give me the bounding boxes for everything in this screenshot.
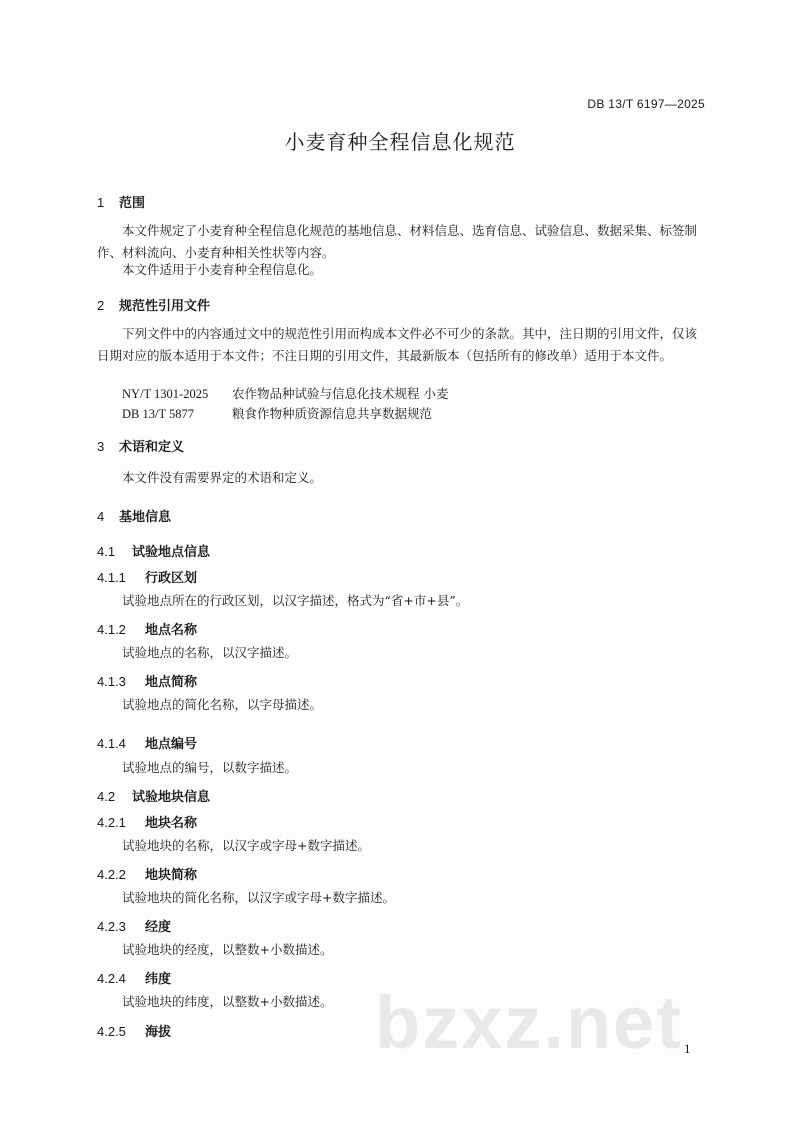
clause-number: 4.1.1 (97, 570, 126, 585)
clause-text: 试验地点的名称，以汉字描述。 (122, 645, 298, 660)
clause-number: 4.2.4 (97, 971, 126, 986)
subsection-number: 4.1 (97, 544, 116, 559)
reference-item (122, 384, 448, 402)
clause-number: 4.1.2 (97, 622, 126, 637)
clause-title: 地块简称 (145, 868, 198, 883)
clause-heading (97, 619, 197, 638)
clause-title: 地块名称 (145, 816, 198, 831)
section-title: 术语和定义 (119, 440, 185, 455)
clause-title: 地点编号 (145, 737, 198, 752)
clause-heading (97, 733, 197, 752)
clause-number: 4.2.1 (97, 815, 126, 830)
section-1-heading (97, 192, 145, 211)
section-1-paragraph-1: 本文件规定了小麦育种全程信息化规范的基地信息、材料信息、选育信息、试验信息、数据采集、标签制作、材料流向、小麦育种相关性状等内容。 (97, 223, 698, 260)
clause-title: 地点简称 (145, 675, 198, 690)
clause-text: 试验地点的简化名称，以字母描述。 (122, 697, 323, 712)
section-number: 1 (97, 195, 105, 210)
clause-title: 纬度 (145, 972, 172, 987)
clause-number: 4.1.3 (97, 674, 126, 689)
clause-number: 4.2.2 (97, 867, 126, 882)
clause-heading (97, 864, 197, 883)
section-number: 3 (97, 439, 105, 454)
section-number: 4 (97, 509, 105, 524)
subsection-title: 试验地点信息 (132, 545, 211, 560)
clause-heading (97, 567, 197, 586)
clause-text: 试验地块的经度，以整数+小数描述。 (122, 942, 333, 957)
clause-heading (97, 916, 171, 935)
section-4-heading (97, 506, 171, 525)
section-title: 规范性引用文件 (119, 299, 211, 314)
reference-code: NY/T 1301-2025 (122, 387, 209, 401)
reference-name: 粮食作物种质资源信息共享数据规范 (232, 406, 433, 421)
clause-title: 行政区划 (145, 571, 198, 586)
clause-heading (97, 812, 197, 831)
section-3-heading (97, 436, 184, 455)
clause-heading (97, 671, 197, 690)
clause-title: 地点名称 (145, 623, 198, 638)
clause-number: 4.2.5 (97, 1024, 126, 1039)
section-2-paragraph: 下列文件中的内容通过文中的规范性引用而构成本文件必不可少的条款。其中，注日期的引用文件，仅该日期对应的版本适用于本文件；不注日期的引用文件，其最新版本（包括所有的修改单）适用于本文件。 (97, 326, 698, 363)
section-3-paragraph: 本文件没有需要界定的术语和定义。 (122, 470, 323, 485)
clause-text: 试验地块的名称，以汉字或字母+数字描述。 (122, 838, 370, 853)
watermark-logo: bzxz.net (375, 981, 683, 1064)
section-title: 范围 (119, 196, 146, 211)
clause-number: 4.1.4 (97, 736, 126, 751)
section-title: 基地信息 (119, 510, 172, 525)
section-number: 2 (97, 298, 105, 313)
clause-text: 试验地点的编号，以数字描述。 (122, 760, 298, 775)
clause-number: 4.2.3 (97, 919, 126, 934)
subsection-4-2-heading (97, 786, 210, 805)
clause-title: 海拔 (145, 1025, 172, 1040)
subsection-number: 4.2 (97, 789, 116, 804)
subsection-4-1-heading (97, 541, 210, 560)
document-title: 小麦育种全程信息化规范 (284, 130, 516, 154)
clause-heading (97, 1021, 171, 1040)
clause-text: 试验地点所在的行政区划，以汉字描述，格式为“省+市+县”。 (122, 593, 469, 608)
clause-text: 试验地块的纬度，以整数+小数描述。 (122, 994, 333, 1009)
section-2-heading (97, 295, 210, 314)
clause-text: 试验地块的简化名称，以汉字或字母+数字描述。 (122, 890, 395, 905)
page-number: 1 (684, 1041, 691, 1056)
reference-name: 农作物品种试验与信息化技术规程 小麦 (232, 386, 449, 401)
clause-title: 经度 (145, 920, 172, 935)
standard-number: DB 13/T 6197—2025 (587, 97, 705, 111)
reference-item (122, 404, 432, 422)
section-1-paragraph-2: 本文件适用于小麦育种全程信息化。 (122, 262, 323, 277)
clause-heading (97, 968, 171, 987)
reference-code: DB 13/T 5877 (122, 407, 194, 421)
subsection-title: 试验地块信息 (132, 790, 211, 805)
